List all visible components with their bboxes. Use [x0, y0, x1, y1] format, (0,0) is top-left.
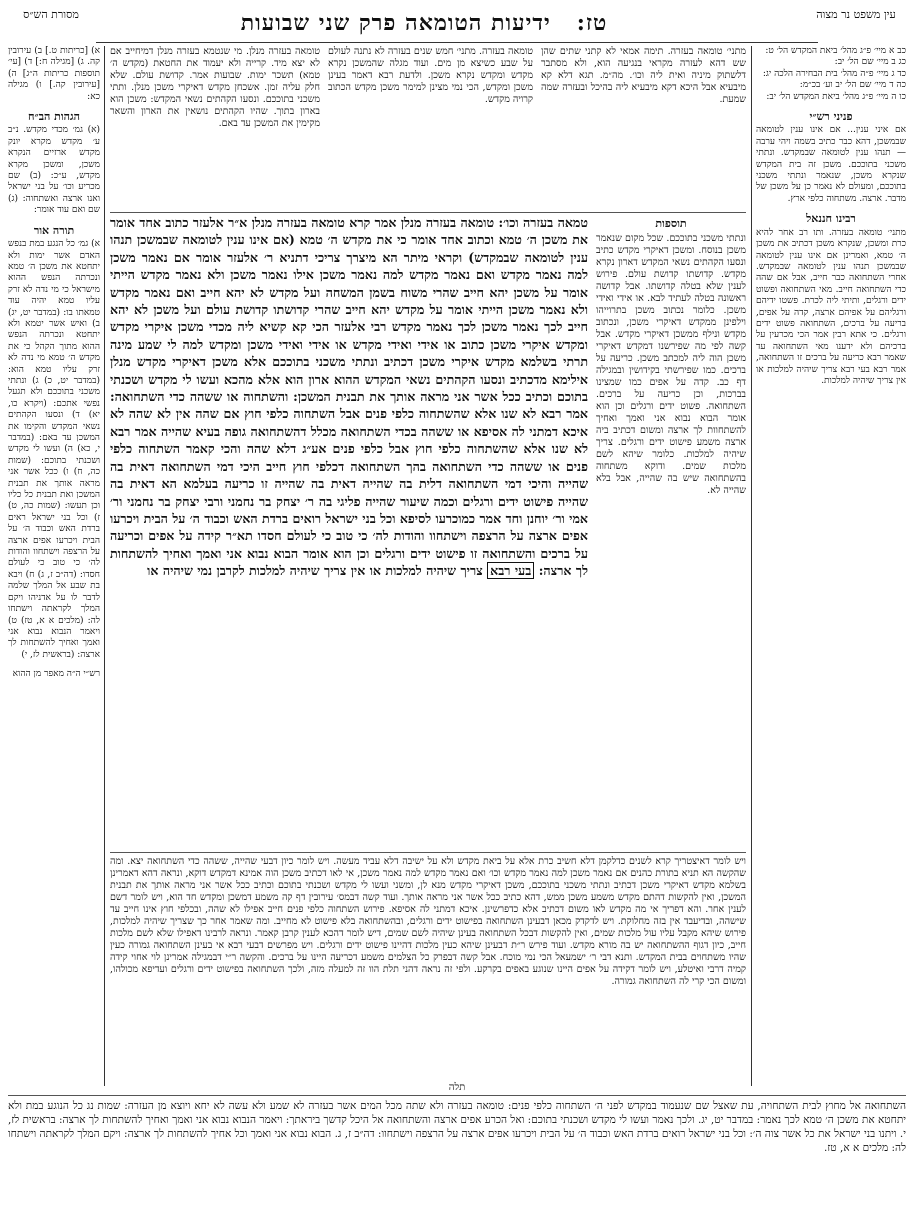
ein-mishpat-entry: כב א מיי׳ פ״ג מהל׳ ביאת המקדש הל׳ ט:: [765, 46, 906, 56]
torah-or-heading: תורה אור: [33, 223, 75, 237]
header-rule: [96, 42, 818, 43]
page-number: טז:: [576, 10, 608, 36]
gemara-text: [110, 214, 588, 848]
footer-text: השתחואה אל מחוץ לבית השתחויה, עת שאצל שם שנעמוד במקדש לפני ה׳ השתחוה כלפי פנים: טומאה בעזרה ולא שתה מכל המים אשר בעזרה לא שמע ולא עשה לא יחא ויוצא מן העזרה: שמות נג כל הנוגע במת ולא יתחטא את משכן ה׳ טמא לכך נאמר: במדבר יט, יג. ולכך נאמר ועשו לי מקדש ושכנתי בתוכם: ואל הכרע אפים ארצה והשתחואה אל היכל קדשך ביראתך: ויאמר הנבוא נבוא אני ואמך ואחיך להשתחות לך ארצה: בראשית לז, י. ויתנו בני ישראל את כל אשר צוה ה׳: וכל בני ישראל רואים ברדת האש וכבוד ה׳ על הבית ויכרעו אפים ארצה על הרצפה וישתחוו: דה״ב ז, ג. הבוא נבוא אני ואמך וכל אחיך להשתחות לך ארצה: ויקם המלך לקראתה וישתחו לה: מלכים א א, טז.: [8, 1095, 906, 1209]
top-commentary-left: טומאה בעזרה מנלן. מי שנטמא בעזרה מנלן דמיחייב אם לא יצא מיד. קרייה ולא יעמוד את החטאת (מקדש ה׳ טמא) תשכר ימות. שבועות אמר. קדושת עולם. שלא חלק עליה זמן. אשכחן מקדש דאיקרי משכן מנלן. ותתי משכני בתוככם. ונסעו הקהתים נשאי המקדש: משכן הוא בארון בתוך. שהיו הקהתים נושאין את הארון והשאר מקימין את המשכן עד באם.: [110, 46, 320, 129]
gemara-segment: רבי אלעזר הכי קא קשיא ליה מכדי משכן איקרי מקדש ומקדש איקרי משכן כתוב או אידי ואידי מקדש או אידי ואידי משכן ומקדש למה לי שמע מינה תרתי בשלמא מקדש איקרי משכן דכתיב ונתתי משכני בתוככם אלא משכן דאיקרי מקדש מנלן אילימא מדכתיב ונסעו הקהתים נשאי המקדש ההוא ארון הוא אלא מהכא ועשו לי מקדש ושכנתי בתוכם וכתיב ככל אשר אני מראה אותך את תבנית המשכן:: [110, 319, 588, 405]
tosafot-side-column: [596, 214, 746, 848]
top-commentary: [110, 46, 746, 211]
masoret-refs: א) [כריתות ט.] ב) עירובין קה. ג) [מגילה ח:] ד) [עי׳ תוספות כריתות ה״ג] ה) [עירובין קה.] ו) מגילה כא:: [8, 46, 100, 102]
tosafot-heading: תוספות: [655, 217, 687, 230]
rabbeinu-chananel-heading: רבינו חננאל: [806, 212, 856, 226]
tosafot-side-text: ונתתי משכני בתוככם. שכל מקום שנאמר משכן בנוסח. ומשכן דאיקרי מקדש כתיב ונסעו הקהתים נשאי המקדש דארון נקרא מקדש. קדושתו קדושת עולם. פירוש לענין שלא בטלה קדושתו. אבל קדושה ראשונה בטלה לעתיד לבא. או אידי ואידי משכן. כלומר נכתוב משכן בתרוייהו וילפינן ממקדש דאיקרי משכן, ונכתוב מקדש ונילף ממשכן דאיקרי מקדש. אבל קשה לפי מה שפירשנו דמקדש דאיקרי משכן הוה ליה למכתב משכן. כריעה על ברכים. כמו שפירשתי בקידושין ובמגילה דף כב. קדה על אפים כמו שמצינו בברכות, וכן כריעה על ברכים. השתחואה. פשוט ידים ורגלים וכן הוא אומר הבוא נבוא אני ואמך ואחיך להשתחוות לך ארצה ומשום דכתיב ביה ארצה משמע פישוט ידים ורגלים. צריך שיהיה למלכות. כלומר שיהא לשם מלכות שמים. ודוקא משתחוה בהשתחואה שיש בה שהייה, אבל בלא שהייה לא.: [596, 233, 746, 496]
ein-mishpat-entry: כד ג מיי׳ פ״ה מהל׳ בית הבחירה הלכה יג:: [762, 68, 906, 79]
right-column-rule: [751, 46, 752, 1086]
page-title: [234, 10, 614, 36]
penini-rashi-heading: פניני רש״י: [809, 110, 853, 124]
catchword: או: [147, 563, 159, 579]
ein-mishpat-entry: כה ד מיי׳ שם הל׳ יב וע׳ בכ״מ:: [799, 80, 906, 91]
taleh-heading: תלה: [448, 1082, 466, 1093]
penini-rashi-text: אם איני ענין... אם אינו ענין לטומאה שבמשכן, דהא כבר כתיב בשמה ויהי ערבה — תנהו ענין לטומאה שבמקדש. ונתתי משכני בתוככם. משכן זה בית המקדש שנקרא משכן, שנאמר ונתתי משכני בתוככם, ומעולם לא נאמר כן על משכן של מדבר. ארצה. משתחוה כלפי ארץ.: [756, 125, 906, 204]
left-column-rule: [104, 46, 105, 1086]
masoret-heading: מסורת הש״ס: [23, 8, 79, 21]
top-divider: [110, 212, 746, 213]
gemara-segment: צריך שיהיה למלכות או אין צריך שיהיה למלכות לקרבן נמי שיהיה: [158, 563, 488, 579]
gemara-segment: טמאה בעזרה וכו׳: טומאה בעזרה מנלן אמר קרא טומאה בעזרה מנלן א״ר אלעזר כתוב אחד אומר: [110, 215, 588, 230]
perek-title: ידיעות הטומאה פרק שני שבועות: [240, 10, 551, 36]
ein-mishpat-entries: [756, 46, 906, 103]
middle-divider: [110, 852, 746, 853]
masoret-column: [8, 46, 100, 1186]
ein-mishpat-entry: כו ה מיי׳ פ״ג מהל׳ ביאת המקדש הל׳ יב:: [766, 91, 906, 102]
gemara-segment: את משכן ה׳ טמא וכתוב אחד אומר כי את מקדש ה׳ טמא (אם אינו ענין לטומאה שבמשכן תנהו ענין לטומאה שבמקדש) וקראי מיתר הא מיצרך צריכי דתניא ר׳ אלעזר אומר אם נאמר משכן למה נאמר מקדש ואם נאמר מקדש למה נאמר משכן אילו נאמר משכן ולא נאמר מקדש הייתי אומר על משכן יהא חייב שהרי משוח בשמן המשחה ועל מקדש לא יהא חייב ואם נאמר מקדש ולא נאמר משכן הייתי אומר על מקדש יהא חייב שהרי קדושתו קדושת עולם ועל משכן לא יהא חייב לכך נאמר משכן לכך נאמר מקדש: [110, 232, 588, 335]
hagahot-text: (א) גמ׳ מכדי מקדש. נ״ב ע׳ מקדש מקרא יונק מקדש ארזיים הנקרא משכן, ומשכן מקרא מקדש, ע״כ: (ב) שם מכריע וכו׳ על בני ישראל ואנו ארצה ואשתחוה: (ג) שם ואם עוד אומר:: [8, 125, 100, 216]
page-header: [0, 4, 914, 44]
masoret-bottom-note: רש״י ה״ה מאפר מן ההוא: [12, 669, 100, 680]
tosafot-bottom-text: ויש לומר דאיצטריך קרא לשנים כדלקמן דלא חשיב כרת אלא על ביאת מקדש ולא על ישיבה דלא עביד מעשה. ויש לומר כיון דבעי שהייה, ששהה כדי השתחואה יצא. ומה שהקשה הא תניא בתורת כהנים אם נאמר משכן למה נאמר מקדש וכו׳ ואם נאמר מקדש למה נאמר משכן, אי לאו דכתיב משכן הוה אמינא דמקדש דוקא, ונראה דהא דאמרינן בשלמא מקדש דאיקרי משכן דכתיב ונתתי משכני בתוככם, משכן דאיקרי מקדש מנא לן, ומשני ועשו לי מקדש ושכנתי בתוכם וכתיב ככל אשר אני מראה אותך את תבנית המשכן, ואין להקשות דהתם מקדש משמע משכן ממש, דהא כתיב ככל אשר אני מראה אותך. ועוד קשה דבמס׳ עירובין דף קה משמע דמשכן ומקדש חד הוא, ויש לומר דשם לענין אחר. והא דפריך אי מה מקדש לאו משום דכתיב אלא כדפרשינן. איכא דמתני לה אסיפא. פירוש השתחוה כלפי פנים חייב אפילו לא שהה, ובכלפי חוץ אינו חייב עד שישהה, ובדיעבד אין בזה מחלוקת. ויש לדקדק מכאן דבעינן השתחואה בפישוט ידים ורגלים, ובהשתחואה בלא פישוט לא מחייב. ומה שאמר אחר כך שצריך שיהיה למלכות, פירוש שיהא מקבל עליו עול מלכות שמים, ואין להקשות דבכל השתחואה בעינן שיהיה לשם שמים, דיש לומר דהכא לענין קרבן קאמר. ונראה לרבינו דאפילו שלא לשם מלכות חייב, כיון דגוף ההשתחואה יש בה מורא מקדש. ועוד פירש ר״ת דבעינן שיהא כעין מלכות דהיינו פישוט ידים ורגלים. ויש מפרשים דבעי רבא אי בעינן השתחואה גמורה כעין שהיו משתחוים בבית המקדש. ותנא דבי ר׳ ישמעאל הכי נמי מוכח. אבל קשה דבפרק כל הצלמים משמע דכריעה היינו על ברכים. והקשה ר״י דבמגילה אמרינן לוי אחוי קידה קמיה דרבי ואיטלע, ויש לומר דקידה על אפים היינו שנוגע באפים בקרקע. ולפי זה נראה דהני תלת הוו זה למעלה מזה, ולכך השתחואה בפישוט ידים ורגלים ועדיפא מכולהו, ומשום הכי קרי לה השתחואה גמורה.: [110, 856, 746, 987]
top-commentary-right: מתני׳ טומאה בעזרה. תימה אמאי לא קתני שתים שהן שש דהא לעזרה מקראי בנגיעה הוא, ולא מסתבר דלשתוק מיניה ואית ליה וכו׳. מה״מ. תגא דלא קא מיבעיא אבל היכא דקא מיבעיא ליה בהיכל ובעזרה שמה שמעת.: [541, 46, 746, 105]
gemara-segment: והשתחוה או ששהה כדי השתחואה: אמר רבא לא שנו אלא שהשתחוה כלפי פנים אבל השתחוה כלפי חוץ אם שהה אין לא שהה לא איכא דמתני לה אסיפא או ששהה בכדי השתחואה מכלל דהשתחואה גופה בעיא שהייה אמר רבא לא שנו אלא שהשתחוה כלפי חוץ אבל כלפי פנים אע״ג דלא שהה והכי קאמר השתחוה כלפי פנים או ששהה כדי השתחואה בהך השתחואה דכלפי חוץ חייב היכי דמי השתחואה דאית בה שהייה והיכי דמי השתחואה דלית בה שהייה דאית בה שהייה זו כריעה בעלמא הא דאית בה שהייה פישוט ידים ורגלים וכמה שיעור שהייה פליגי בה ר׳ יצחק בר נחמני ורבי יצחק בר נחמני ור׳ אמי ור׳ יוחנן וחד אמר כמוכרעו לסיפא וכל בני ישראל רואים ברדת האש וכבוד ה׳ על הבית ויכרעו אפים ארצה על הרצפה וישתחוו והודות לה׳ כי טוב כי לעולם חסדו תא״ר קידה על אפים וכריעה על ברכים והשתחואה זו פישוט ידים ורגלים וכן הוא אומר הבוא נבוא אני ואמך ואחיך להשתחות לך ארצה:: [110, 389, 588, 579]
ein-mishpat-entry: כג ב מיי׳ שם הל׳ יב:: [834, 57, 906, 68]
ein-mishpat-heading: עין משפט נר מצוה: [816, 8, 896, 21]
gemara-block: [110, 214, 588, 848]
hagahot-heading: הגהות הב״ח: [28, 110, 80, 124]
rabbeinu-chananel-text: מתני׳ טומאה בעזרה. ותו רב אחר להיא כרת ומשכן, שנקרא משכן דכתיב את משכן ה׳ טמא, ואמרינן אם אינו ענין לטומאה שבמשכן תנהו ענין לטומאה שבמקדש. אחרי השתחואה כבר חייב, אבל אם שהה כדי השתחואה חייב. מאי השתחואה ופשוט ידים ורגלים, ותיתי ליה לכרת. פשטו ידיהם ורגליהם על אפיהם ארצה, קדה על אפים, בריעה על ברכים, השתחואה פשוט ידים ורגלים. כי אתא רבין אמר הכי מכרעין על ברכיהם ולא ידענו מאי השתחואה עד שאמר רבא כריעה על ברכים זו השתחואה, אמר רבא בעי רבא צריך שיהיה למלכות או אין צריך שיהיה למלכות.: [756, 227, 906, 386]
boxed-phrase: בעי רבא: [487, 562, 534, 579]
top-commentary-middle: טומאה בעזרה. מתני׳ חמש שנים בעזרה לא נתנה לעולם על שבע כשיצא מן מים. ועוד מגלה שהמשכן נקרא מקדש ומקדש נקרא משכן. ולדעת רבא דאמר בעינן משכן ומקדש, הכי נמי מצינן למימר משכן מקדש הכתוב קרויה מקדש.: [328, 46, 533, 105]
torah-or-text: א) גמ׳ כל הנגע במת בנפש האדם אשר ימות ולא יתחטא את משכן ה׳ טמא ונכרתה הנפש ההוא מישראל כי מי נדה לא זרק עליו טמא יהיה עוד טמאתו בו: (במדבר יט, יג) ב) ואיש אשר יטמא ולא יתחטא ונכרתה הנפש ההוא מתוך הקהל כי את מקדש ה׳ טמא מי נדה לא זרק עליו טמא הוא: (במדבר יט, כ) ג) ונתתי משכני בתוככם ולא תגעל נפשי אתכם: (ויקרא כו, יא) ד) ונסעו הקהתים נשאי המקדש והקימו את המשכן עד באם: (במדבר י, כא) ה) ועשו לי מקדש ושכנתי בתוכם: (שמות כה, ח) ו) ככל אשר אני מראה אותך את תבנית המשכן ואת תבנית כל כליו וכן תעשו: (שמות כה, ט) ז) וכל בני ישראל ראים ברדת האש וכבוד ה׳ על הבית ויכרעו אפים ארצה על הרצפה וישתחוו והודות לה׳ כי טוב כי לעולם חסדו: (דה״ב ז, ג) ח) ויבא בת שבע אל המלך שלמה לדבר לו על אדניהו ויקם המלך לקראתה וישתחו לה: (מלכים א א, טז) ט) ויאמר הנבוא נבוא אני ואמך ואחיך להשתחות לך ארצה: (בראשית לז, י): [8, 239, 100, 660]
main-text-area: [110, 46, 746, 1171]
ein-mishpat-column: [756, 46, 906, 1046]
